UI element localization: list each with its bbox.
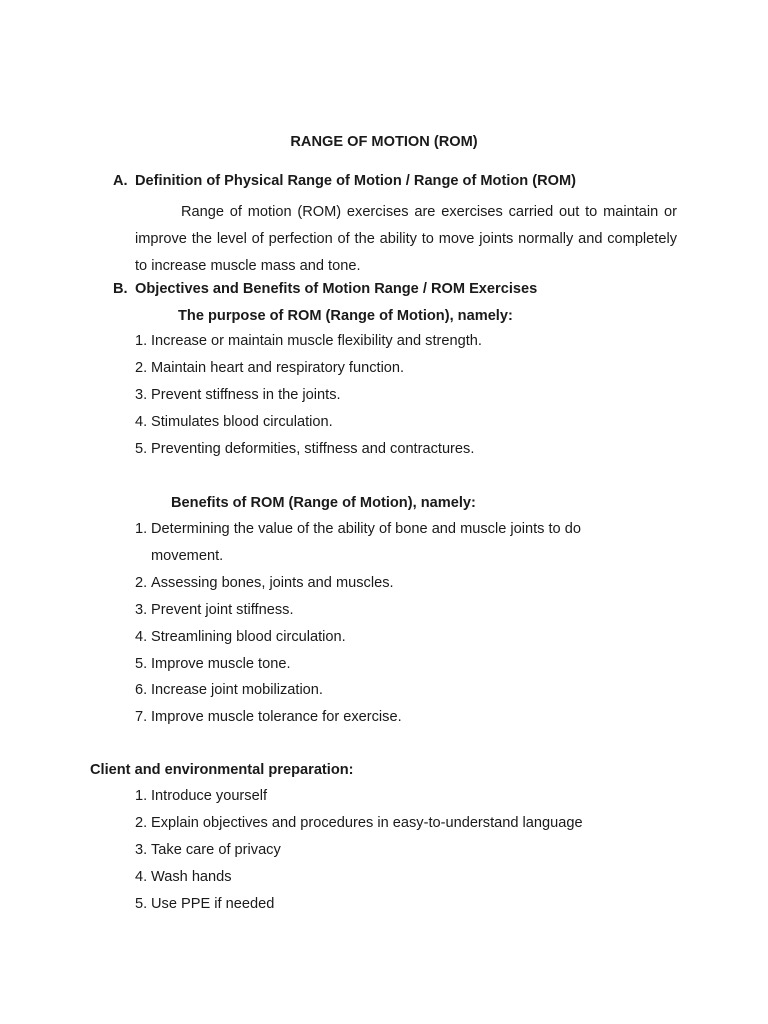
list-item-text: Preventing deformities, stiffness and contractures.: [151, 440, 475, 457]
list-item-text: Use PPE if needed: [151, 895, 275, 912]
list-item: [135, 436, 482, 463]
list-item-number: 4.: [135, 413, 148, 430]
list-item-text: Introduce yourself: [151, 788, 268, 804]
list-item-text: Increase or maintain muscle flexibility and strength.: [151, 333, 482, 349]
list-item-text: Improve muscle tone.: [151, 655, 291, 672]
list-item: [135, 864, 583, 891]
section-b-marker: B.: [113, 281, 128, 297]
section-b-heading-text: Objectives and Benefits of Motion Range / ROM Exercises: [135, 281, 538, 297]
list-item-number: 7.: [135, 709, 148, 726]
list-item-text: Determining the value of the ability of bone and muscle joints to do movement.: [151, 521, 581, 564]
list-item-text: Stimulates blood circulation.: [151, 413, 333, 430]
purpose-heading: The purpose of ROM (Range of Motion), namely:: [178, 308, 513, 324]
list-item-text: Take care of privacy: [151, 841, 281, 858]
section-a-heading-text: Definition of Physical Range of Motion / Range of Motion (ROM): [135, 173, 577, 189]
benefits-heading: Benefits of ROM (Range of Motion), namely:: [171, 495, 476, 511]
list-item: [135, 624, 611, 651]
list-item-text: Prevent joint stiffness.: [151, 601, 294, 618]
list-item: [135, 597, 611, 624]
benefits-list: [135, 516, 611, 731]
list-item-number: 4.: [135, 628, 148, 645]
section-a-paragraph: Range of motion (ROM) exercises are exercises carried out to maintain or improve the level of perfection of the ability to move joints normally and completely to increase muscle mass and tone.: [135, 204, 677, 274]
section-b-heading: [113, 279, 537, 299]
page-title: RANGE OF MOTION (ROM): [290, 134, 478, 150]
list-item: [135, 891, 583, 918]
client-prep-heading: Client and environmental preparation:: [90, 762, 354, 778]
list-item: [135, 810, 583, 837]
list-item-text: Streamlining blood circulation.: [151, 628, 346, 645]
list-item-number: 2.: [135, 359, 148, 376]
list-item-number: 6.: [135, 682, 148, 699]
list-item-number: 5.: [135, 440, 148, 457]
list-item-text: Increase joint mobilization.: [151, 682, 323, 699]
list-item: [135, 783, 583, 810]
list-item-text: Prevent stiffness in the joints.: [151, 386, 341, 403]
list-item: [135, 328, 482, 355]
section-a-heading: [113, 171, 576, 191]
list-item-text: Explain objectives and procedures in easy-to-understand language: [151, 814, 583, 831]
list-item-number: 3.: [135, 841, 148, 858]
list-item-number: 1.: [135, 788, 148, 804]
list-item-number: 3.: [135, 386, 148, 403]
list-item-number: 2.: [135, 574, 148, 591]
list-item: [135, 704, 611, 731]
list-item-number: 1.: [135, 521, 148, 537]
list-item-number: 3.: [135, 601, 148, 618]
list-item: [135, 355, 482, 382]
list-item-number: 1.: [135, 333, 148, 349]
list-item: [135, 677, 611, 704]
list-item-number: 2.: [135, 814, 148, 831]
list-item-number: 5.: [135, 655, 148, 672]
list-item: [135, 516, 611, 570]
list-item: [135, 570, 611, 597]
list-item-text: Improve muscle tolerance for exercise.: [151, 709, 402, 726]
client-prep-list: [135, 783, 583, 918]
list-item: [135, 382, 482, 409]
list-item: [135, 409, 482, 436]
section-a-marker: A.: [113, 173, 128, 189]
list-item: [135, 837, 583, 864]
list-item-number: 5.: [135, 895, 148, 912]
list-item: [135, 651, 611, 678]
list-item-text: Wash hands: [151, 868, 232, 885]
list-item-text: Maintain heart and respiratory function.: [151, 359, 405, 376]
list-item-number: 4.: [135, 868, 148, 885]
purpose-list: [135, 328, 482, 463]
list-item-text: Assessing bones, joints and muscles.: [151, 574, 394, 591]
